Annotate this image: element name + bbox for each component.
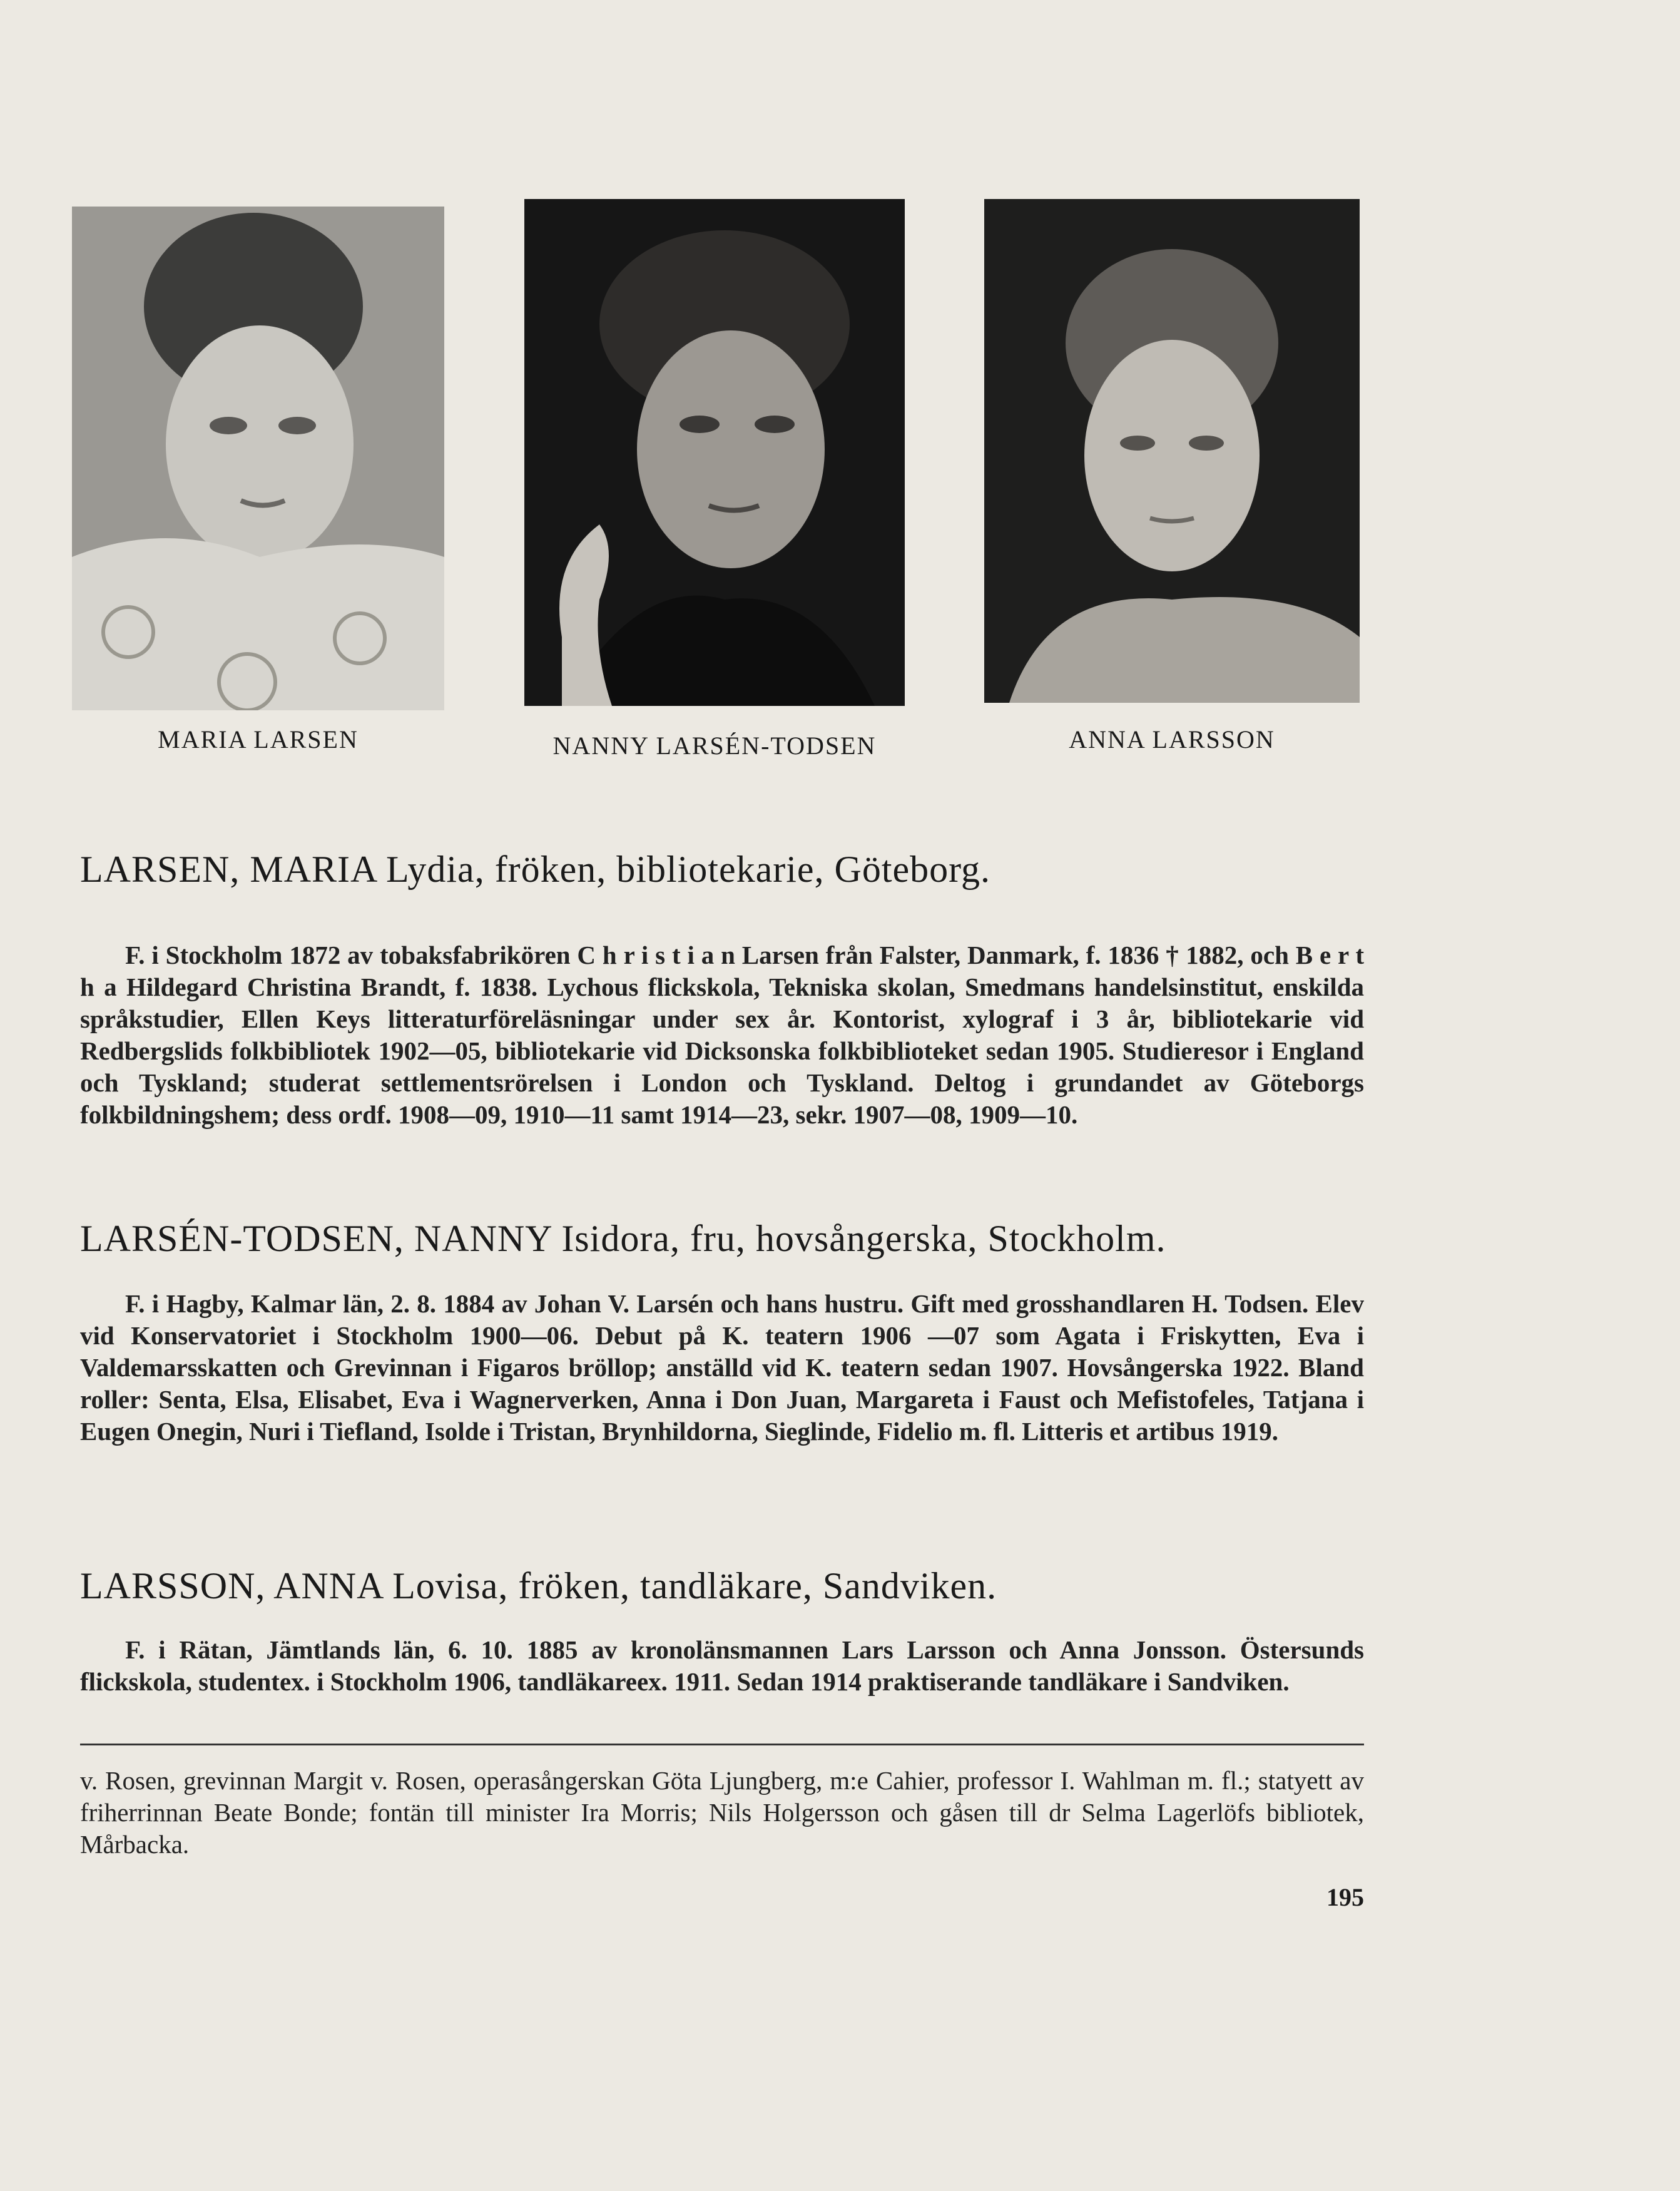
footnote-text: v. Rosen, grevinnan Margit v. Rosen, operasångerskan Göta Ljungberg, m:e Cahier, professor I. Wahlman m. fl.; statyett av friherrinnan Beate Bonde; fontän till minister Ira Morris; Nils Holgersson och gåsen till dr Selma Lagerlöfs bibliotek, Mårbacka. [80, 1766, 1364, 1859]
biography-entry [80, 1565, 1364, 1698]
entry-heading: LARSSON, ANNA Lovisa, fröken, tandläkare, Sandviken. [80, 1565, 997, 1606]
page-number: 195 [1326, 1883, 1364, 1911]
portrait-photo-maria-larsen [72, 207, 444, 710]
biography-entry [80, 848, 1364, 1131]
biography-entry [80, 1217, 1364, 1448]
portrait-photo-nanny-larsen-todsen [524, 199, 905, 706]
entry-heading: LARSEN, MARIA Lydia, fröken, bibliotekarie, Göteborg. [80, 849, 991, 890]
portrait-caption: NANNY LARSÉN-TODSEN [552, 732, 877, 760]
entry-body: F. i Hagby, Kalmar län, 2. 8. 1884 av Johan V. Larsén och hans hustru. Gift med grosshandlaren H. Todsen. Elev vid Konservatoriet i Stockholm 1900—06. Debut på K. teatern 1906 —07 som Agata i Friskytten, Eva i Valdemarsskatten och Grevinnan i Figaros bröllop; anställd vid K. teatern sedan 1907. Hovsångerska 1922. Bland roller: Senta, Elsa, Elisabet, Eva i Wagnerverken, Anna i Don Juan, Margareta i Faust och Mefistofeles, Tatjana i Eugen Onegin, Nuri i Tiefland, Isolde i Tristan, Brynhildorna, Sieglinde, Fidelio m. fl. Litteris et artibus 1919. [80, 1289, 1364, 1446]
portrait-photo-anna-larsson [984, 199, 1360, 703]
footnote-divider [80, 1744, 1364, 1745]
entry-body: F. i Rätan, Jämtlands län, 6. 10. 1885 av kronolänsmannen Lars Larsson och Anna Jonsson. Östersunds flickskola, studentex. i Stockholm 1906, tandläkareex. 1911. Sedan 1914 praktiserande tandläkare i Sandviken. [80, 1635, 1364, 1696]
portrait-caption: MARIA LARSEN [158, 725, 359, 753]
portrait-caption: ANNA LARSSON [1069, 725, 1275, 753]
entry-heading: LARSÉN-TODSEN, NANNY Isidora, fru, hovsångerska, Stockholm. [80, 1218, 1166, 1259]
entry-body: F. i Stockholm 1872 av tobaksfabrikören C h r i s t i a n Larsen från Falster, Danmark, f. 1836 † 1882, och B e r t h a Hildegard Christina Brandt, f. 1838. Lychous flickskola, Tekniska skolan, Smedmans handelsinstitut, enskilda språkstudier, Ellen Keys litteraturföreläsningar under sex år. Kontorist, xylograf i 3 år, bibliotekarie vid Redbergslids folkbibliotek 1902—05, bibliotekarie vid Dicksonska folkbiblioteket sedan 1905. Studieresor i England och Tyskland; studerat settlementsrörelsen i London och Tyskland. Deltog i grundandet av Göteborgs folkbildningshem; dess ordf. 1908—09, 1910—11 samt 1914—23, sekr. 1907—08, 1909—10. [80, 941, 1364, 1129]
